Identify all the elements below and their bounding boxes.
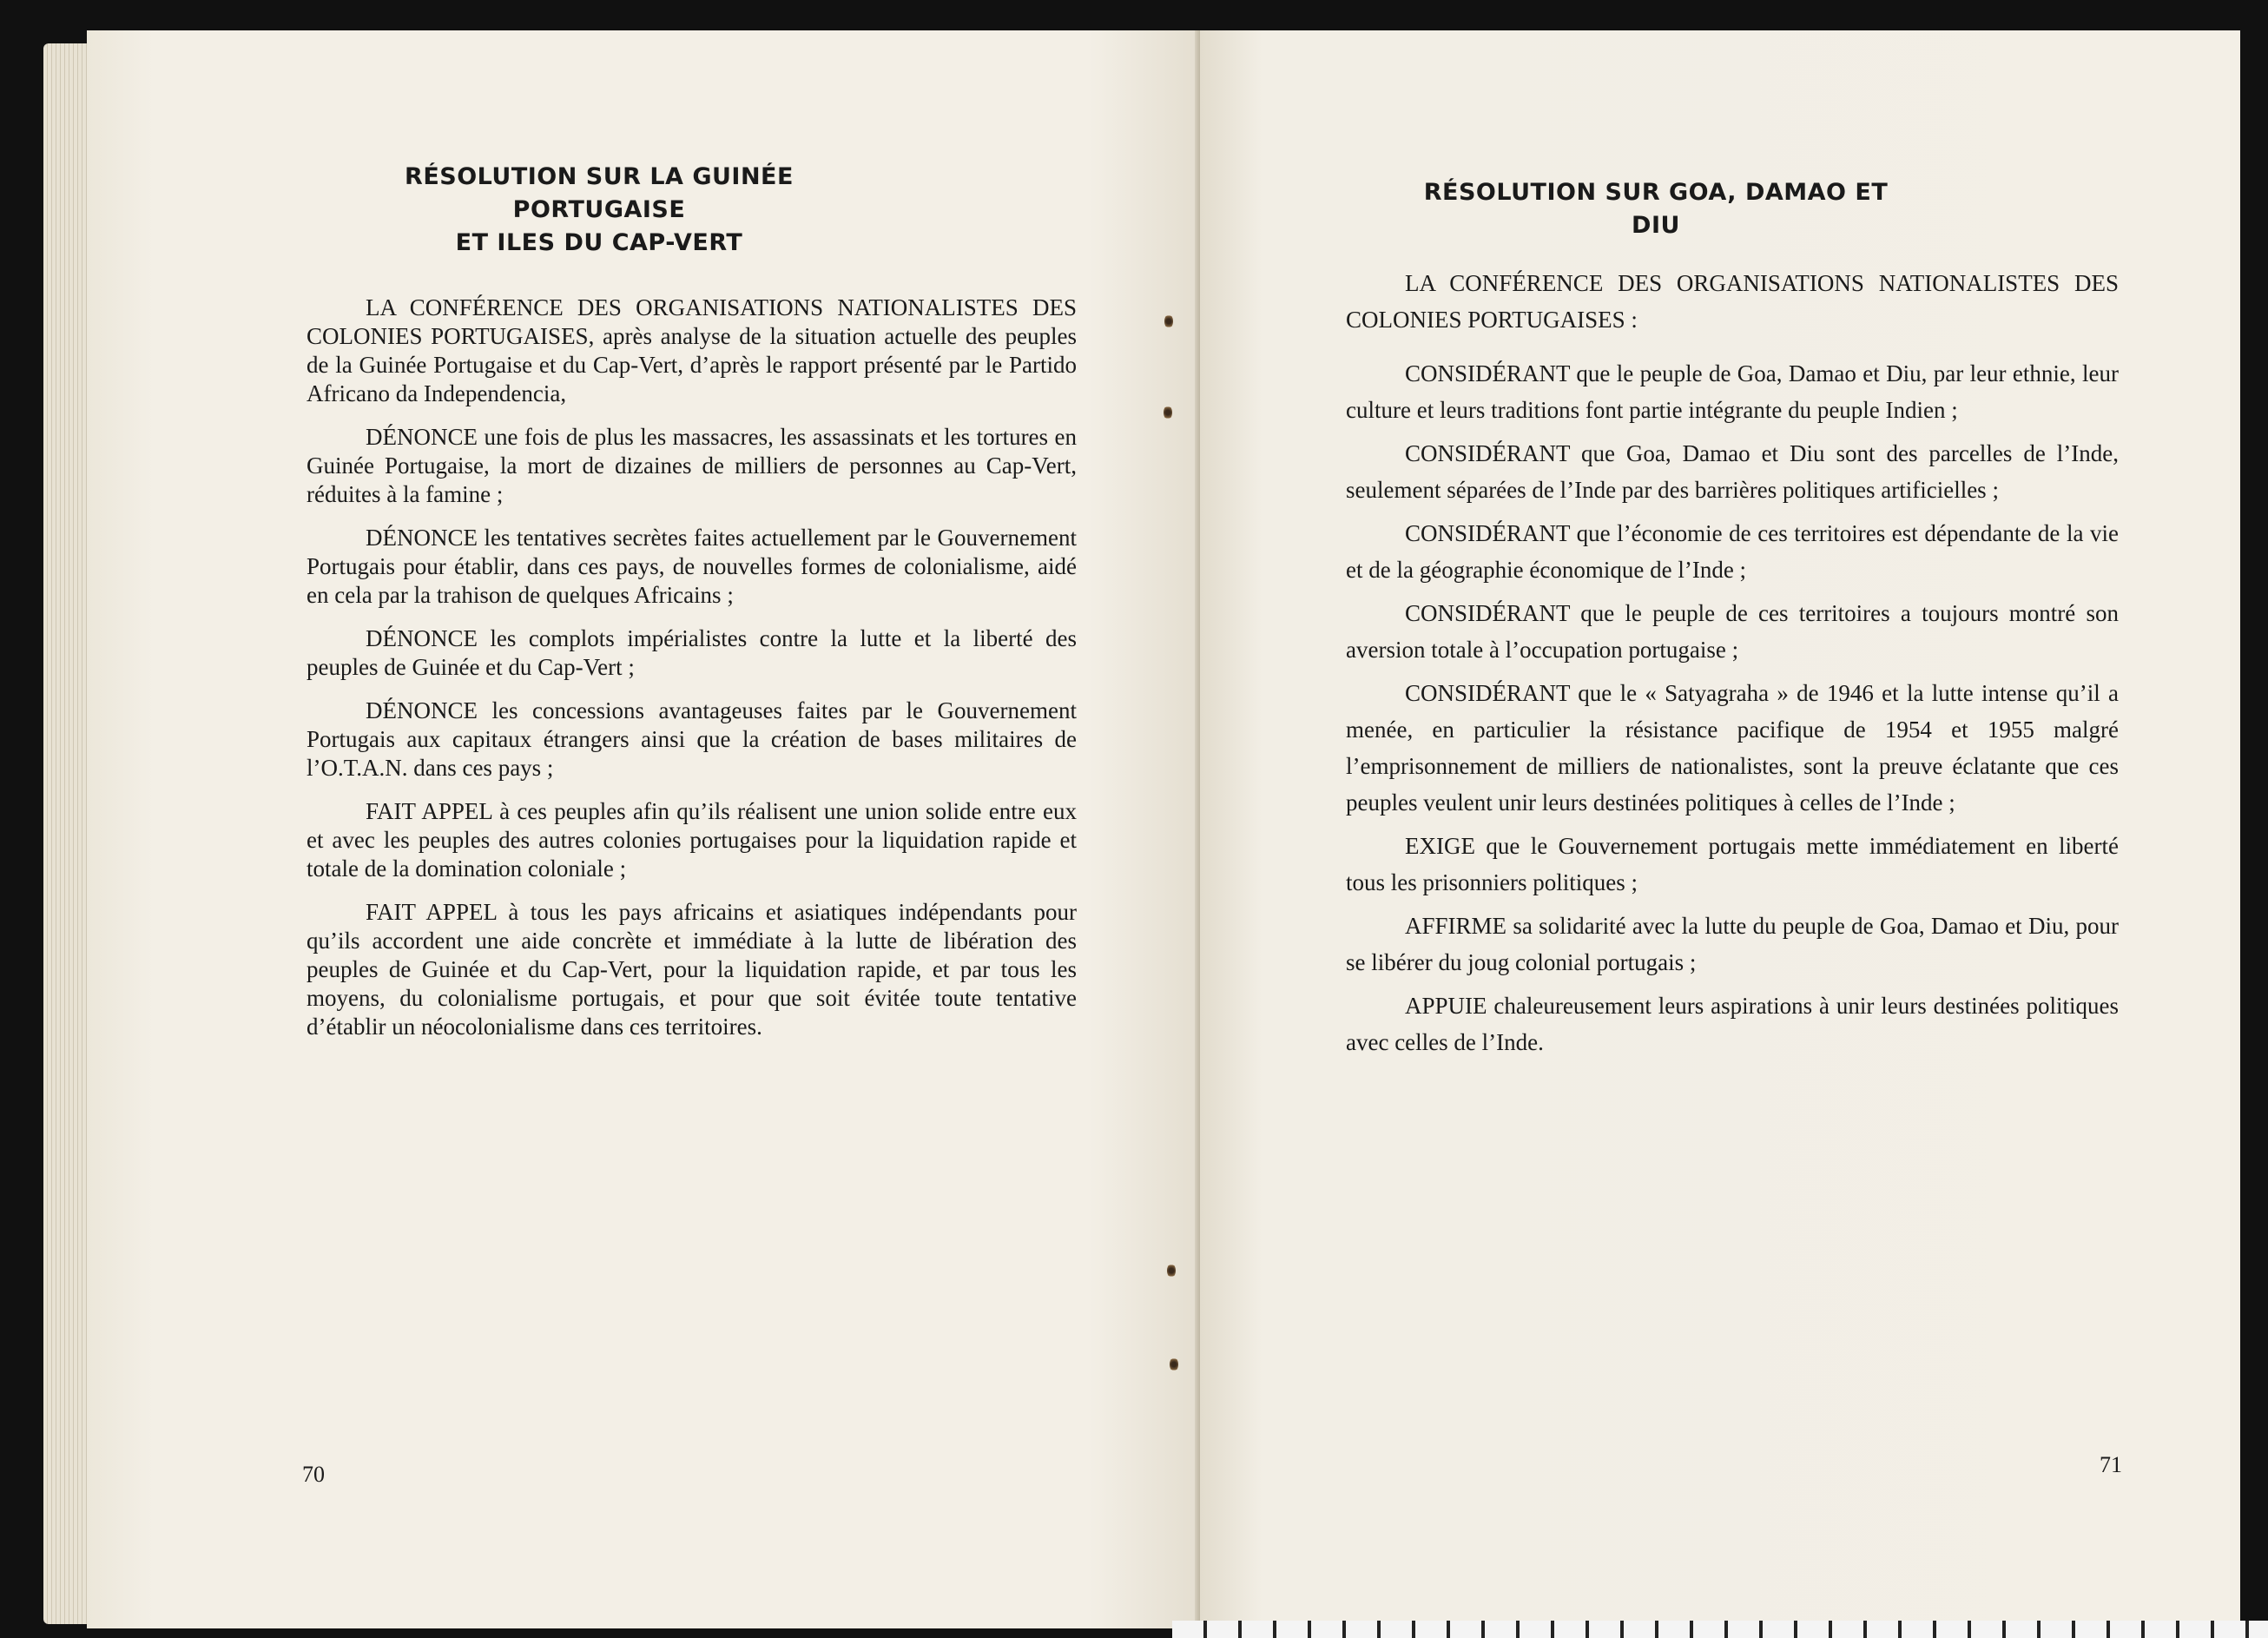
stitch-hole bbox=[1164, 314, 1173, 328]
paragraph: CONSIDÉRANT que le peuple de Goa, Damao et Diu, par leur ethnie, leur culture et leurs traditions font partie intégrante du peuple Indien ; bbox=[1346, 360, 2119, 423]
stitch-hole bbox=[1164, 406, 1172, 419]
paragraph: FAIT APPEL à ces peuples afin qu’ils réalisent une union solide entre eux et avec les peuples des autres colonies portugaises pour la liquidation rapide et totale de la domination coloniale ; bbox=[307, 798, 1077, 882]
left-title-line2: ET ILES DU CAP-VERT bbox=[455, 229, 743, 256]
left-title bbox=[356, 161, 842, 260]
right-title: RÉSOLUTION SUR GOA, DAMAO ET DIU bbox=[1423, 179, 1889, 239]
paragraph: FAIT APPEL à tous les pays africains et asiatiques indépendants pour qu’ils accordent une aide concrète et immédiate à la lutte de libération des peuples de Guinée et du Cap-Vert, pour la liquidation rapide, et par tous les moyens, du colonialisme portugais, et pour que soit évitée toute tentative d’établir un néocolonialisme dans ces territoires. bbox=[307, 899, 1077, 1040]
scale-ruler bbox=[1172, 1621, 2268, 1638]
stitch-hole bbox=[1170, 1357, 1178, 1371]
paragraph: EXIGE que le Gouvernement portugais mette immédiatement en liberté tous les prisonniers politiques ; bbox=[1346, 833, 2119, 895]
page-number-right: 71 bbox=[2100, 1452, 2122, 1477]
paragraph: DÉNONCE les complots impérialistes contre la lutte et la liberté des peuples de Guinée et du Cap-Vert ; bbox=[307, 625, 1077, 680]
paragraph: LA CONFÉRENCE DES ORGANISATIONS NATIONALISTES DES COLONIES PORTUGAISES, après analyse de la situation actuelle des peuples de la Guinée Portugaise et du Cap-Vert, d’après le rapport présenté par le Partido Africano da Independencia, bbox=[307, 294, 1077, 406]
paragraph: AFFIRME sa solidarité avec la lutte du peuple de Goa, Damao et Diu, pour se libérer du joug colonial portugais ; bbox=[1346, 913, 2119, 975]
paragraph: CONSIDÉRANT que le « Satyagraha » de 1946 et la lutte intense qu’il a menée, en particulier la résistance pacifique de 1954 et 1955 malgré l’emprisonnement de milliers de nationalistes, sont la preuve éclatante que ces peuples veulent unir leurs destinées politiques à celles de l’Inde ; bbox=[1346, 680, 2119, 816]
open-book bbox=[43, 30, 2240, 1628]
left-body bbox=[307, 294, 1077, 1056]
left-title-line1: RÉSOLUTION SUR LA GUINÉE PORTUGAISE bbox=[405, 163, 794, 223]
paragraph: APPUIE chaleureusement leurs aspirations à unir leurs destinées politiques avec celles de l’Inde. bbox=[1346, 993, 2119, 1055]
paragraph: CONSIDÉRANT que Goa, Damao et Diu sont des parcelles de l’Inde, seulement séparées de l’Inde par des barrières politiques artificielles ; bbox=[1346, 440, 2119, 503]
page-number-left: 70 bbox=[302, 1462, 325, 1487]
paragraph: CONSIDÉRANT que l’économie de ces territoires est dépendante de la vie et de la géographie économique de l’Inde ; bbox=[1346, 520, 2119, 583]
paragraph: LA CONFÉRENCE DES ORGANISATIONS NATIONALISTES DES COLONIES PORTUGAISES : bbox=[1346, 270, 2119, 333]
paragraph: CONSIDÉRANT que le peuple de ces territoires a toujours montré son aversion totale à l’occupation portugaise ; bbox=[1346, 600, 2119, 663]
stitch-hole bbox=[1167, 1264, 1176, 1278]
paragraph: DÉNONCE une fois de plus les massacres, les assassinats et les tortures en Guinée Portugaise, la mort de dizaines de milliers de personnes au Cap-Vert, réduites à la famine ; bbox=[307, 424, 1077, 507]
paragraph: DÉNONCE les concessions avantageuses faites par le Gouvernement Portugais aux capitaux étrangers ainsi que la création de bases militaires de l’O.T.A.N. dans ces pays ; bbox=[307, 697, 1077, 781]
left-page bbox=[87, 30, 1200, 1628]
right-page bbox=[1200, 30, 2240, 1628]
right-body bbox=[1346, 265, 2119, 1067]
paragraph: DÉNONCE les tentatives secrètes faites actuellement par le Gouvernement Portugais pour établir, dans ces pays, de nouvelles formes de colonialisme, aidé en cela par la trahison de quelques Africains ; bbox=[307, 525, 1077, 608]
